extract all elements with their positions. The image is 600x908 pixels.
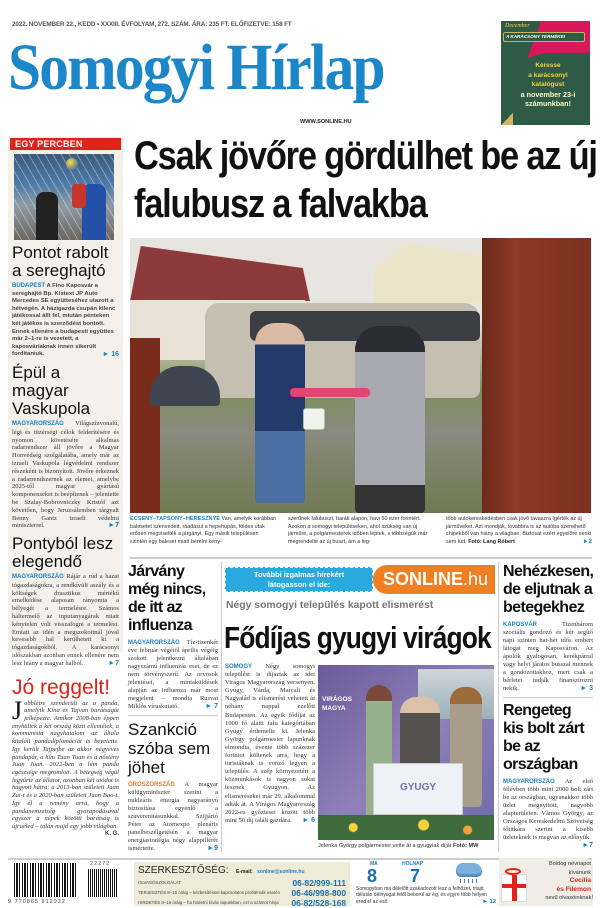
barcode-addon-number: 22272 [90, 861, 111, 867]
article-kicker: MAGYARORSZÁG [12, 420, 64, 427]
page-ref-link[interactable]: ► 16 [102, 351, 119, 359]
feature-subhead: Négy somogyi település kapott elismerést [226, 600, 434, 611]
website-link[interactable]: WWW.SONLINE.HU [300, 119, 352, 125]
volleyball-photo[interactable] [14, 154, 114, 240]
lead-kicker: ECSENY–TAPSONY–HERESZNYE [130, 516, 221, 522]
player-dark [36, 192, 58, 240]
right-col-flow [503, 563, 593, 850]
column-body [12, 695, 119, 837]
lead-column [446, 516, 592, 546]
page-ref-link[interactable]: ►2 [582, 538, 592, 545]
article-headline[interactable]: Szankció szóba sem jöhet [128, 720, 211, 777]
article-body [503, 621, 593, 693]
promo-line: Keresse [535, 62, 561, 69]
masthead-title: Somogyi Hírlap [8, 31, 384, 104]
sidebar-article [12, 244, 119, 359]
editorial-title: SZERKESZTŐSÉG: [138, 865, 229, 876]
house-right [375, 243, 485, 303]
section-label: EGY PERCBEN [10, 138, 121, 150]
man-figure [255, 323, 305, 503]
caption-text: Jelenka György polgármester vette át a gyugyiak díját [318, 843, 452, 849]
article-kicker: KAPOSVÁR [503, 622, 538, 628]
nameday-name: és Filemon [556, 885, 591, 893]
article-headline[interactable]: Pontyból lesz elegendő [12, 534, 114, 572]
sidebar-flow [12, 244, 119, 838]
nameday-text [529, 860, 591, 903]
christmas-promo[interactable] [501, 21, 590, 125]
weather-text [356, 886, 496, 905]
promo-line: a karácsonyi [528, 71, 568, 79]
lead-photo-credit: Fotó: Lang Róbert [468, 538, 515, 545]
middle-article [128, 720, 218, 853]
wooden-gate [482, 238, 591, 513]
contact-label: TERJESZTÉS 8–16 óráig – kézbesítéssel kapcsolatos problémák esetén [138, 890, 281, 895]
lead-headline[interactable]: Csak jövőre gördülhet be az új falubusz a falvakba [134, 134, 597, 226]
page-ref-link[interactable]: ►9 [207, 845, 218, 852]
article-headline[interactable]: Épül a magyar Vaskupola [12, 362, 91, 418]
article-body [12, 420, 119, 530]
volleyball-ball [66, 158, 78, 170]
nameday-line: Boldog névnapot [549, 861, 591, 867]
promo-script: December [505, 23, 530, 29]
article-kicker: MAGYARORSZÁG [128, 640, 180, 646]
column-title: Jó reggelt! [12, 675, 111, 699]
article-body [128, 639, 218, 711]
promo-line: a november 23-i [520, 89, 576, 99]
award-photo[interactable] [318, 665, 494, 840]
nameday-line: nevű olvasóinknak! [545, 895, 593, 902]
article-kicker: MAGYARORSZÁG [503, 779, 555, 785]
article-text: A magyar külügyminiszter szerint a nukleáris energia nagyarányú biztosítása egyenlő a szuverenitásunkkal. Szijjártó Péter az Atomexpo plenáris panelbeszélgetésén a magyar energiastratégia négy alappillérét ismertette. [128, 781, 218, 852]
article-body [503, 778, 593, 849]
promo-text [507, 61, 589, 109]
promo-ribbon: A KARÁCSONY TERMÉKEI [503, 32, 585, 42]
barcode [14, 863, 78, 897]
lead-text-1: Van, amelyik korábban balesetet szenvedett, ráadásul a hepehupás, földes utak erősen megviselték a járgányt. Egy másik településen szintén egy baleset miatt bérelni kény- [130, 516, 276, 545]
promo-line: katalógust [531, 81, 565, 88]
article-body [12, 283, 119, 359]
woman-figure [355, 326, 425, 513]
column-dropcap: J [12, 695, 23, 725]
logo-suffix: .hu [463, 569, 489, 589]
banner-text: További izgalmas hírekért látogasson el ide: [253, 570, 345, 589]
middle-left-flow [128, 563, 218, 853]
article-body [225, 663, 315, 825]
article-body [128, 781, 218, 853]
article-kicker: SOMOGY [225, 664, 253, 670]
award-sign [373, 763, 463, 815]
page-ref-link[interactable]: ► 7 [205, 703, 218, 710]
barcode-number: 9 770865 912022 [8, 899, 66, 905]
contact-row [138, 888, 346, 898]
lead-text-3: több autókereskedésben csak jövő tavaszra ígérték az új járműveket. Azt mondják, továbbra is az autóba szerelhető chipekből van hiány a világban. Biztosat ezért egyelőre senki sem tud. [446, 516, 592, 545]
lead-text-2: szerűnek falubuszt, baráti alapon, havi 50 ezer forintért. Azokon a somogyi településeken, ahol szükség van új járműre, a polgármesterek időben léptek, s többségük már megrendelte az új buszt, ám a leg- [288, 516, 428, 545]
right-article [503, 702, 593, 850]
weather-today-temp: 8 [367, 866, 378, 886]
banner-text-box [225, 567, 373, 592]
divider [503, 697, 593, 698]
article-text: Tizenhárom szociális gondozó és két segítő napi szinten hat-hét idős embert látogat meg Kaposváron. Az ápolók gyalogosan, kerékpárral vagy helyi járatos busszal mennek a gondozottakhoz, mert csak a bérletet tudják finanszírozni nekik. [503, 621, 593, 692]
right-article [503, 563, 593, 693]
lead-text [130, 516, 592, 546]
banner-logo[interactable] [373, 565, 495, 594]
article-headline[interactable]: Járvány még nincs, de itt az influenza [128, 563, 206, 634]
page-ref-link[interactable]: ►7 [108, 522, 119, 530]
divider [130, 557, 592, 559]
article-text: Tíz-tizenkét éve február végétől április végéig szokott jelentkezni általában nagyszámú influenzás eset, de ez nem törvényszerű. Az orvosok jelentései, a mintaküldések alapján az influenza már most megjelent – mondta Rusvai Miklós víruskutató. [128, 639, 218, 710]
rain-cloud-icon [456, 863, 482, 877]
food-container [303, 408, 325, 430]
email-label: E-mail: [236, 869, 253, 875]
sidebar-article [12, 364, 119, 530]
sonline-banner[interactable] [225, 565, 495, 594]
page-curl-icon [501, 113, 513, 125]
editorial-box [134, 862, 350, 906]
column-text: obblétre szenderült az a panda, amelyik Kína és Tajvan barátságát jelképezte. Amikor 2008-ban éppen enyhültek a két ország közti ellentétek, a kommunista nagyhatalom az általa kitalált pandadiplomáciát is bevetette. Így került Tajpejbe az akkor négyéves pandapár, a hím Tuan Tuan és a nőstény Juan Juan. 2022-ben a hím panda egészsége megromlott. A betegség végül legyűrte az állatot, azonban két utódot is hagyott hátra: a 2013-ban született Juan Zai-t és a 2020-ban született Juan Bao-t. Így él a remény arra, hogy a pandanemzetség gyarapodásával egyszer a népek közötti barátság is újraéled – talán majd egy jobb világban. [12, 699, 119, 830]
article-headline[interactable]: Pontot rabolt a sereghajtó [12, 243, 109, 280]
dateline: 2022. NOVEMBER 22., KEDD • XXXIII. ÉVFOLYAM, 272. SZÁM. ÁRA: 235 FT. ELŐFIZETVE: 158 FT [12, 21, 292, 28]
page-ref-link[interactable]: ►7 [582, 842, 593, 849]
logo-main: SONLINE [383, 569, 464, 589]
woman-arm [290, 388, 370, 397]
lead-photo[interactable] [130, 238, 591, 513]
feature-headline[interactable]: Fődíjas gyugyi virágok [224, 620, 491, 655]
article-body [12, 573, 119, 668]
screen-text: VIRÁGOS MAGYA [322, 696, 352, 712]
article-text: Világszínvonalú, légi és tüzérségi célok felderítésére és nyomon követésére alkalmas radarrendszer áll jövőre a Magyar Honvédség szolgálatába, amely már az izraeli Vaskupola légvédelmi rendszer részeként is bizonyított. Jövőre érkeznek a radarrendszernek az elemei, amelybe 2025-től magyar gyártású komponenseket is beépítenek – jelentette be Szalay-Bobrovniczky Kristóf azt követően, hogy Jeruzsálemben tárgyalt Benny Gantz izraeli védelmi miniszterrel. [12, 419, 119, 530]
gift-bow [505, 868, 521, 875]
column-signature: K. G. [104, 830, 119, 837]
weather-tomorrow-label: HOLNAP [402, 861, 424, 867]
editorial-header [138, 863, 346, 878]
weather-box [356, 861, 496, 907]
nameday-line: kívánunk [568, 869, 591, 876]
column-divider [221, 562, 222, 852]
divider [128, 715, 218, 716]
promo-line: számunkban! [525, 99, 571, 108]
gate-post-left [130, 338, 160, 513]
morning-column [12, 677, 119, 839]
contact-row [138, 898, 346, 908]
nameday-box [499, 858, 593, 906]
middle-article [128, 563, 218, 711]
barcode-addon [88, 869, 118, 897]
feature-article [225, 663, 315, 825]
article-headline[interactable]: Nehézkesen, de eljutnak a betegekhez [503, 563, 594, 616]
lead-column [130, 516, 276, 546]
weather-tomorrow-temp: 7 [410, 866, 421, 886]
article-kicker: OROSZORSZÁG [128, 782, 176, 788]
player-red [72, 184, 86, 208]
page-ref-link[interactable]: ► 12 [482, 898, 496, 905]
lead-column [288, 516, 434, 546]
article-kicker: MAGYARORSZÁG [12, 574, 64, 581]
gift-icon [501, 874, 527, 902]
contact-phone[interactable]: 06-82/999-111 [292, 878, 346, 888]
contact-label: HIRDETÉS 8–16 óráig – ha hirdetni kíván lapunkban, ezt a számot hívja [138, 900, 279, 905]
column-divider [498, 562, 499, 852]
contact-phone[interactable]: 06-82/528-168 [291, 898, 346, 908]
page-ref-link[interactable]: ► 6 [302, 816, 315, 824]
contact-row [138, 878, 346, 888]
email-link[interactable]: sonline@sonline.hu [257, 869, 305, 875]
sidebar-article [12, 535, 119, 668]
rain-drops [460, 879, 480, 883]
page-ref-link[interactable]: ►7 [108, 659, 119, 667]
caption-credit: Fotó: MW [452, 843, 479, 849]
article-headline[interactable]: Rengeteg kis bolt zárt be az országban [503, 702, 585, 773]
article-text: Négy somogyi települést is díjaztak az idei Virágos Magyarország versenyen. Gyugy, Várda, Marcali és Nagyatád is elismerést vehetett át néhány nappal ezelőtt Budapesten. Az egyik fődíjat az 1000 fő alatti falu kategóriában Gyugy érdemelte ki. Jelenka György polgármester lapunknak elmondta, évente több százezer forintot költenek arra, hogy a turistáknak is vonzó legyen a település. A szép környezetért a közmunkások is nagyon sokat tesznek Gyugyon. Az elismeréseket már 29. alkalommal adták át. A Virágos Magyarország 2022-es győztesei között több mint 50 díj talált gazdára. [225, 663, 315, 824]
flowers [318, 815, 494, 840]
article-text: A Fino Kaposvár a sereghajtó Bp. Kistext JP Auto Mercedes SE együtteséhez utazott a hétvégén. A házigazda csupán kilenc játékossal állt fel, miután pénteken két játékos is szerződést bontott. Ennek ellenére a budapesti együttes már 2–1-re is vezetett, a kaposváriaknak innen sikerült fordítaniuk. [12, 283, 116, 358]
article-text: Rájár a rúd a hazai tógazdaságokra, a rendkívüli aszály és a költségek drasztikus mértékű emelkedése alaposan rányomta a bélyegét a termelésre. Számos haltermelő az inputanyagárak miatt kénytelen volt visszafogni a termelést. Emiatt az idén a megszokottnál jóval kevesebb hal kerülhetett ki a tógazdaságokból. A karácsonyi időszakban azonban ennek ellenére nem lesz hiány a magyar halból. [12, 573, 119, 667]
contact-label: OLVASÓSZOLGÁLAT [138, 880, 181, 885]
weather-forecast: Somogyban ma délelőtt szakadozott lesz a felhőzet, majd délután délnyugat felől beborul az ég, és egyre több helyen ered el az eső. [356, 886, 487, 905]
award-sign-text: GYUGY [399, 782, 437, 793]
contact-phone[interactable]: 06-46/998-800 [291, 888, 346, 898]
article-kicker: BUDAPEST [12, 283, 46, 289]
article-text: Az első félévben több mint 2000 bolt zárt be az országban, ugyanakkor több üzlet megnyitott, nagyobb alapterületen. Vámos György, az Országos Kereskedelmi Szövetség főtitkára szerint a kisebb üzleteknek is megvan az előnyük. [503, 778, 593, 841]
nameday-name: Cecília [569, 877, 591, 885]
page-ref-link[interactable]: ► 3 [580, 685, 593, 692]
photo-caption [318, 843, 498, 850]
weather-today-label: MA [370, 861, 378, 867]
house-left-roof [130, 246, 310, 301]
